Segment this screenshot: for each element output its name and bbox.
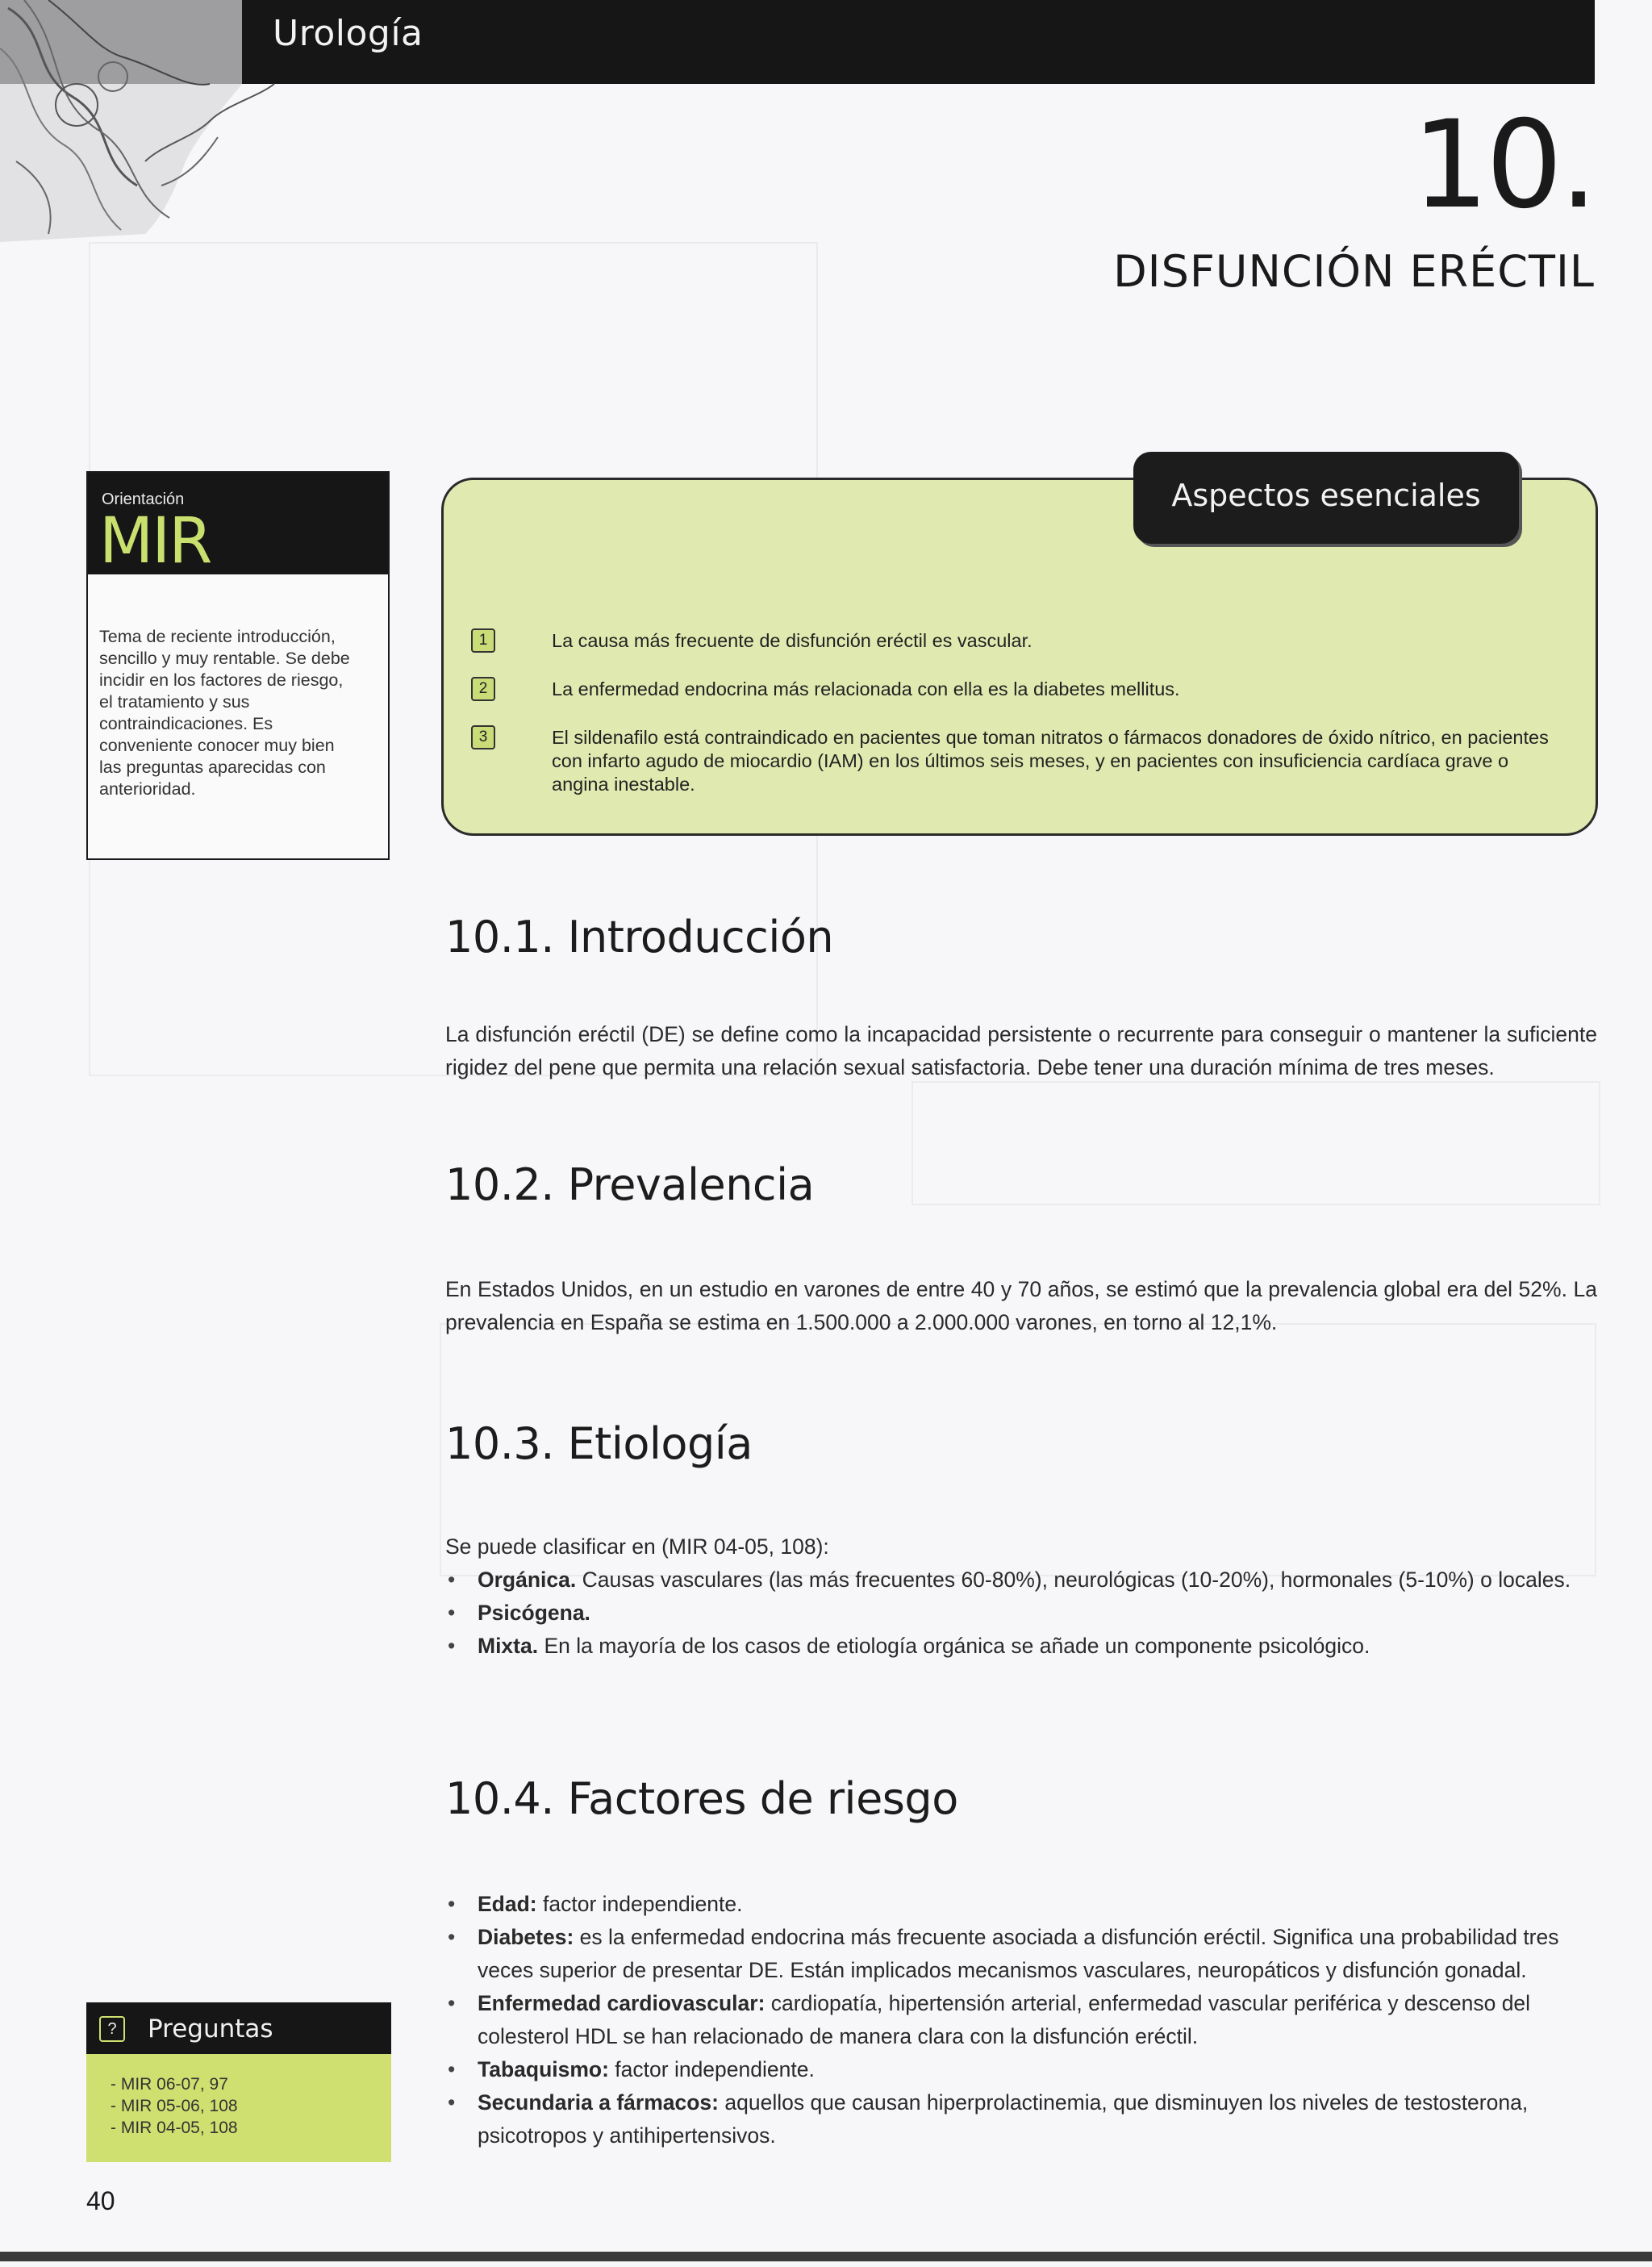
list-item: - MIR 05-06, 108 bbox=[111, 2097, 238, 2115]
aspectos-esenciales-title: Aspectos esenciales bbox=[1171, 478, 1481, 513]
list-item bbox=[445, 1630, 1597, 1663]
list-item-term: Tabaquismo: bbox=[478, 2057, 609, 2081]
etiologia-list bbox=[445, 1564, 1597, 1663]
list-item-term: Psicógena. bbox=[478, 1601, 590, 1625]
aspecto-number: 3 bbox=[471, 725, 495, 749]
factores-riesgo-list bbox=[445, 1888, 1597, 2152]
preguntas-title: Preguntas bbox=[148, 2014, 273, 2044]
list-item: - MIR 04-05, 108 bbox=[111, 2119, 238, 2137]
section-title-etiologia: 10.3. Etiología bbox=[445, 1418, 753, 1469]
paragraph-etiologia-intro: Se puede clasificar en (MIR 04-05, 108): bbox=[445, 1534, 829, 1559]
list-item-term: Secundaria a fármacos: bbox=[478, 2090, 719, 2115]
section-title-introduccion: 10.1. Introducción bbox=[445, 912, 834, 962]
bleed-through-box bbox=[912, 1081, 1600, 1205]
mir-badge: MIR bbox=[99, 505, 211, 578]
aspecto-text: La causa más frecuente de disfunción eréctil es vascular. bbox=[552, 630, 1032, 651]
preguntas-box bbox=[86, 2002, 391, 2162]
orientacion-box bbox=[86, 471, 390, 860]
orientacion-text: Tema de reciente introducción, sencillo y muy rentable. Se debe incidir en los factores de riesgo, el tratamiento y sus contraindicaciones. Es conveniente conocer muy bien las preguntas aparecidas con anterioridad. bbox=[99, 627, 350, 799]
list-item-text: Causas vasculares (las más frecuentes 60-80%), neurológicas (10-20%), hormonales (5-10%) o locales. bbox=[576, 1568, 1571, 1592]
list-item: - MIR 06-07, 97 bbox=[111, 2075, 228, 2094]
paragraph-introduccion: La disfunción eréctil (DE) se define como la incapacidad persistente o recurrente para conseguir o mantener la suficiente rigidez del pene que permita una relación sexual satisfactoria. Debe tener una duración mínima de tres meses. bbox=[445, 1022, 1597, 1079]
list-item-text: factor independiente. bbox=[536, 1892, 743, 1916]
list-item bbox=[445, 2086, 1597, 2152]
list-item bbox=[445, 1921, 1597, 1987]
list-item-term: Mixta. bbox=[478, 1634, 539, 1658]
aspecto-number: 2 bbox=[471, 677, 495, 701]
list-item-term: Diabetes: bbox=[478, 1925, 574, 1949]
list-item-text: es la enfermedad endocrina más frecuente asociada a disfunción eréctil. Significa una probabilidad tres veces superior de presentar DE. Están implicados mecanismos vasculares, neuropáticos y disfunción gonadal. bbox=[478, 1925, 1559, 1982]
chapter-title: DISFUNCIÓN ERÉCTIL bbox=[1113, 246, 1595, 297]
list-item bbox=[445, 1564, 1597, 1597]
paragraph-prevalencia: En Estados Unidos, en un estudio en varones de entre 40 y 70 años, se estimó que la prevalencia global era del 52%. La prevalencia en España se estima en 1.500.000 a 2.000.000 varones, en torno al 12,1%. bbox=[445, 1277, 1597, 1334]
list-item-text: cardiopatía, hipertensión arterial, enfermedad vascular periférica y descenso del colesterol HDL se han relacionado de manera clara con la disfunción eréctil. bbox=[478, 1991, 1531, 2048]
aspecto-text: La enfermedad endocrina más relacionada con ella es la diabetes mellitus. bbox=[552, 678, 1180, 699]
aspecto-text: El sildenafilo está contraindicado en pacientes que toman nitratos o fármacos donadores de óxido nítrico, en pacientes con infarto agudo de miocardio (IAM) en los últimos seis meses, y en pacientes con insuficiencia cardíaca grave o angina inestable. bbox=[552, 727, 1549, 795]
bottom-rule bbox=[0, 2252, 1652, 2261]
section-name: Urología bbox=[273, 13, 423, 54]
list-item-text: En la mayoría de los casos de etiología orgánica se añade un componente psicológico. bbox=[538, 1634, 1370, 1658]
aspectos-esenciales-tab bbox=[1133, 452, 1519, 544]
page-number: 40 bbox=[86, 2186, 115, 2215]
chapter-number: 10. bbox=[1412, 95, 1595, 236]
question-icon: ? bbox=[99, 2016, 125, 2042]
orientacion-label: Orientación bbox=[102, 491, 185, 508]
list-item-text: factor independiente. bbox=[608, 2057, 815, 2081]
list-item-term: Enfermedad cardiovascular: bbox=[478, 1991, 766, 2015]
list-item bbox=[445, 1597, 1597, 1630]
section-title-factores-riesgo: 10.4. Factores de riesgo bbox=[445, 1773, 958, 1824]
preguntas-header bbox=[86, 2002, 391, 2054]
list-item bbox=[445, 2053, 1597, 2086]
aspecto-number: 1 bbox=[471, 628, 495, 653]
list-item bbox=[445, 1987, 1597, 2053]
anatomy-illustration-icon bbox=[0, 0, 307, 242]
list-item-term: Orgánica. bbox=[478, 1568, 577, 1592]
orientacion-header bbox=[88, 473, 388, 578]
list-item bbox=[445, 1888, 1597, 1921]
preguntas-list bbox=[111, 2073, 238, 2139]
list-item-text: aquellos que causan hiperprolactinemia, que disminuyen los niveles de testosterona, psicotropos y antihipertensivos. bbox=[478, 2090, 1529, 2148]
list-item-term: Edad: bbox=[478, 1892, 537, 1916]
section-title-prevalencia: 10.2. Prevalencia bbox=[445, 1159, 815, 1210]
